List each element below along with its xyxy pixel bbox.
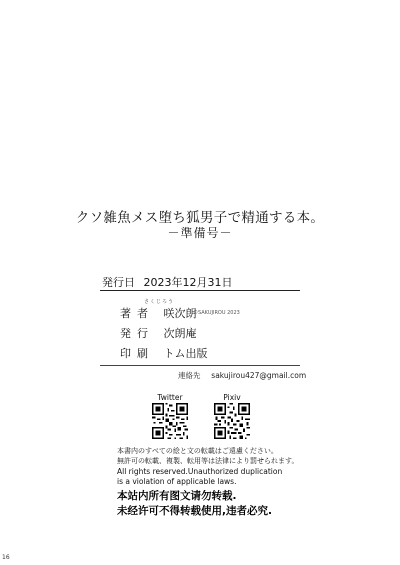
author-ruby: さくじろう [144,299,175,305]
notice-ja-line2: 無許可の転載、複製、転用等は法律により罰せられます。 [117,457,299,465]
info-value-publisher: 次朗庵 [163,327,197,340]
publication-date-value: 2023年12月31日 [143,276,233,289]
notice-ja-line1: 本書内のすべての絵と文の転載はご遠慮ください。 [117,447,278,455]
info-value-printer: トム出版 [163,347,208,360]
pixiv-qr-code-icon[interactable] [214,403,250,439]
book-subtitle: －準備号－ [167,226,233,240]
copyright-text: ©SAKUJIROU 2023 [193,310,240,316]
info-row-printer [120,345,208,361]
notice-zh-line2: 未经许可不得转载使用,违者必究. [117,505,272,517]
contact-label: 連絡先 [178,371,201,380]
divider-bottom [100,365,300,366]
notice-en-line2: is a violation of applicable laws. [117,477,237,486]
divider-top [100,290,300,291]
twitter-qr-code-icon[interactable] [152,403,188,439]
publication-date-label: 発行日 [102,276,135,289]
page-number: 16 [2,554,10,561]
info-value-author: 咲次朗 [163,307,197,320]
info-row-author [120,305,197,321]
book-title: クソ雑魚メス堕ち狐男子で精通する本。 [75,210,325,226]
contact-email: sakujirou427@gmail.com [211,371,307,380]
notice-en-line1: All rights reserved.Unauthorized duplication [117,467,283,476]
info-key-printer: 印刷 [120,347,154,360]
info-row-publisher [120,325,197,341]
info-key-publisher: 発行 [120,327,154,340]
publication-date-row [102,274,233,290]
contact-row [178,370,306,381]
info-key-author: 著者 [120,307,154,320]
notice-zh-line1: 本站内所有图文请勿转载. [117,490,237,502]
twitter-label: Twitter [157,393,183,402]
pixiv-label: Pixiv [223,393,241,402]
